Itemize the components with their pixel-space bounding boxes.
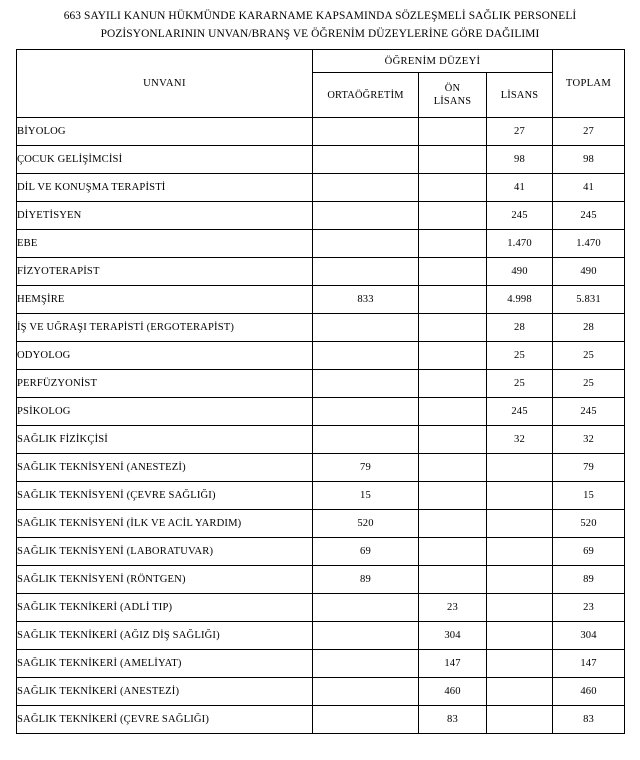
cell-toplam: 83 (553, 706, 625, 734)
cell-ortaogretim (313, 174, 419, 202)
cell-toplam: 25 (553, 342, 625, 370)
cell-unvani: SAĞLIK TEKNİSYENİ (ANESTEZİ) (17, 454, 313, 482)
cell-unvani: SAĞLIK TEKNİKERİ (AĞIZ DİŞ SAĞLIĞI) (17, 622, 313, 650)
column-header-lisans: LİSANS (487, 73, 553, 118)
cell-ortaogretim (313, 118, 419, 146)
cell-unvani: SAĞLIK TEKNİSYENİ (LABORATUVAR) (17, 538, 313, 566)
cell-toplam: 460 (553, 678, 625, 706)
cell-unvani: SAĞLIK TEKNİKERİ (ANESTEZİ) (17, 678, 313, 706)
table-row (17, 370, 625, 398)
table-row (17, 622, 625, 650)
table-row (17, 398, 625, 426)
table-body (17, 118, 625, 734)
cell-ortaogretim: 15 (313, 482, 419, 510)
cell-toplam: 15 (553, 482, 625, 510)
table-row (17, 230, 625, 258)
cell-toplam: 1.470 (553, 230, 625, 258)
cell-lisans: 245 (487, 202, 553, 230)
cell-toplam: 69 (553, 538, 625, 566)
column-group-header-ogrenim-duzeyi: ÖĞRENİM DÜZEYİ (313, 50, 553, 73)
cell-ortaogretim (313, 678, 419, 706)
table-row (17, 566, 625, 594)
table-row (17, 426, 625, 454)
cell-ortaogretim: 69 (313, 538, 419, 566)
cell-toplam: 490 (553, 258, 625, 286)
cell-unvani: PSİKOLOG (17, 398, 313, 426)
cell-toplam: 520 (553, 510, 625, 538)
cell-lisans: 490 (487, 258, 553, 286)
cell-on-lisans: 23 (419, 594, 487, 622)
cell-lisans: 245 (487, 398, 553, 426)
cell-lisans (487, 706, 553, 734)
cell-lisans: 27 (487, 118, 553, 146)
page-title-line-2: POZİSYONLARININ UNVAN/BRANŞ VE ÖĞRENİM DÜZEYLERİNE GÖRE DAĞILIMI (100, 27, 540, 40)
cell-lisans: 4.998 (487, 286, 553, 314)
cell-unvani: SAĞLIK TEKNİSYENİ (ÇEVRE SAĞLIĞI) (17, 482, 313, 510)
cell-on-lisans (419, 146, 487, 174)
cell-unvani: SAĞLIK TEKNİKERİ (ADLİ TIP) (17, 594, 313, 622)
cell-on-lisans (419, 566, 487, 594)
cell-on-lisans (419, 454, 487, 482)
cell-ortaogretim (313, 146, 419, 174)
cell-ortaogretim (313, 398, 419, 426)
page-title-line-1: 663 SAYILI KANUN HÜKMÜNDE KARARNAME KAPSAMINDA SÖZLEŞMELİ SAĞLIK PERSONELİ (63, 10, 577, 22)
cell-unvani: HEMŞİRE (17, 286, 313, 314)
column-header-ortaogretim: ORTAÖĞRETİM (313, 73, 419, 118)
cell-unvani: PERFÜZYONİST (17, 370, 313, 398)
cell-unvani: SAĞLIK TEKNİSYENİ (İLK VE ACİL YARDIM) (17, 510, 313, 538)
cell-unvani: DİL VE KONUŞMA TERAPİSTİ (17, 174, 313, 202)
table-row (17, 454, 625, 482)
cell-on-lisans (419, 426, 487, 454)
cell-lisans (487, 510, 553, 538)
column-header-unvani: UNVANI (17, 50, 313, 118)
cell-lisans (487, 622, 553, 650)
cell-lisans (487, 678, 553, 706)
cell-toplam: 27 (553, 118, 625, 146)
cell-ortaogretim (313, 258, 419, 286)
cell-on-lisans (419, 286, 487, 314)
cell-ortaogretim (313, 622, 419, 650)
cell-on-lisans: 460 (419, 678, 487, 706)
cell-on-lisans (419, 202, 487, 230)
cell-on-lisans (419, 174, 487, 202)
cell-ortaogretim (313, 230, 419, 258)
cell-lisans: 25 (487, 342, 553, 370)
cell-on-lisans (419, 230, 487, 258)
table-header-row-1 (17, 50, 625, 73)
cell-ortaogretim (313, 594, 419, 622)
cell-on-lisans (419, 398, 487, 426)
cell-ortaogretim: 520 (313, 510, 419, 538)
cell-lisans: 32 (487, 426, 553, 454)
cell-unvani: ÇOCUK GELİŞİMCİSİ (17, 146, 313, 174)
cell-ortaogretim (313, 202, 419, 230)
cell-lisans (487, 566, 553, 594)
cell-toplam: 23 (553, 594, 625, 622)
cell-on-lisans (419, 118, 487, 146)
cell-lisans: 98 (487, 146, 553, 174)
cell-unvani: İŞ VE UĞRAŞI TERAPİSTİ (ERGOTERAPİST) (17, 314, 313, 342)
cell-ortaogretim (313, 426, 419, 454)
table-row (17, 706, 625, 734)
cell-on-lisans (419, 538, 487, 566)
column-header-on-lisans-line-2: LİSANS (433, 96, 472, 108)
table-row (17, 650, 625, 678)
cell-toplam: 147 (553, 650, 625, 678)
cell-toplam: 25 (553, 370, 625, 398)
table-row (17, 342, 625, 370)
cell-ortaogretim: 833 (313, 286, 419, 314)
cell-ortaogretim (313, 650, 419, 678)
cell-toplam: 28 (553, 314, 625, 342)
table-row (17, 678, 625, 706)
column-header-on-lisans (419, 73, 487, 118)
column-header-on-lisans-line-1: ÖN (444, 83, 461, 95)
cell-unvani: SAĞLIK TEKNİKERİ (ÇEVRE SAĞLIĞI) (17, 706, 313, 734)
cell-lisans (487, 538, 553, 566)
cell-unvani: SAĞLIK TEKNİSYENİ (RÖNTGEN) (17, 566, 313, 594)
cell-unvani: ODYOLOG (17, 342, 313, 370)
table-row (17, 594, 625, 622)
cell-unvani: SAĞLIK FİZİKÇİSİ (17, 426, 313, 454)
table-row (17, 174, 625, 202)
cell-on-lisans: 83 (419, 706, 487, 734)
cell-lisans (487, 454, 553, 482)
cell-lisans (487, 594, 553, 622)
cell-on-lisans: 304 (419, 622, 487, 650)
cell-toplam: 245 (553, 398, 625, 426)
cell-ortaogretim (313, 314, 419, 342)
cell-ortaogretim (313, 342, 419, 370)
cell-on-lisans: 147 (419, 650, 487, 678)
cell-on-lisans (419, 314, 487, 342)
table-row (17, 202, 625, 230)
cell-toplam: 304 (553, 622, 625, 650)
cell-lisans: 1.470 (487, 230, 553, 258)
cell-on-lisans (419, 482, 487, 510)
cell-lisans (487, 650, 553, 678)
cell-lisans: 41 (487, 174, 553, 202)
cell-on-lisans (419, 342, 487, 370)
cell-unvani: DİYETİSYEN (17, 202, 313, 230)
cell-ortaogretim (313, 706, 419, 734)
cell-lisans: 25 (487, 370, 553, 398)
cell-on-lisans (419, 510, 487, 538)
cell-on-lisans (419, 258, 487, 286)
personnel-distribution-table (16, 49, 625, 734)
table-row (17, 146, 625, 174)
table-row (17, 258, 625, 286)
cell-toplam: 245 (553, 202, 625, 230)
cell-unvani: SAĞLIK TEKNİKERİ (AMELİYAT) (17, 650, 313, 678)
cell-ortaogretim (313, 370, 419, 398)
cell-toplam: 79 (553, 454, 625, 482)
table-row (17, 510, 625, 538)
cell-unvani: BİYOLOG (17, 118, 313, 146)
table-row (17, 482, 625, 510)
cell-lisans (487, 482, 553, 510)
cell-ortaogretim: 79 (313, 454, 419, 482)
cell-lisans: 28 (487, 314, 553, 342)
cell-ortaogretim: 89 (313, 566, 419, 594)
cell-toplam: 32 (553, 426, 625, 454)
cell-toplam: 89 (553, 566, 625, 594)
table-header (17, 50, 625, 118)
cell-on-lisans (419, 370, 487, 398)
page-title (0, 0, 640, 49)
table-row (17, 314, 625, 342)
column-header-toplam: TOPLAM (553, 50, 625, 118)
cell-toplam: 5.831 (553, 286, 625, 314)
cell-unvani: EBE (17, 230, 313, 258)
cell-unvani: FİZYOTERAPİST (17, 258, 313, 286)
cell-toplam: 41 (553, 174, 625, 202)
table-row (17, 286, 625, 314)
cell-toplam: 98 (553, 146, 625, 174)
table-row (17, 538, 625, 566)
table-row (17, 118, 625, 146)
